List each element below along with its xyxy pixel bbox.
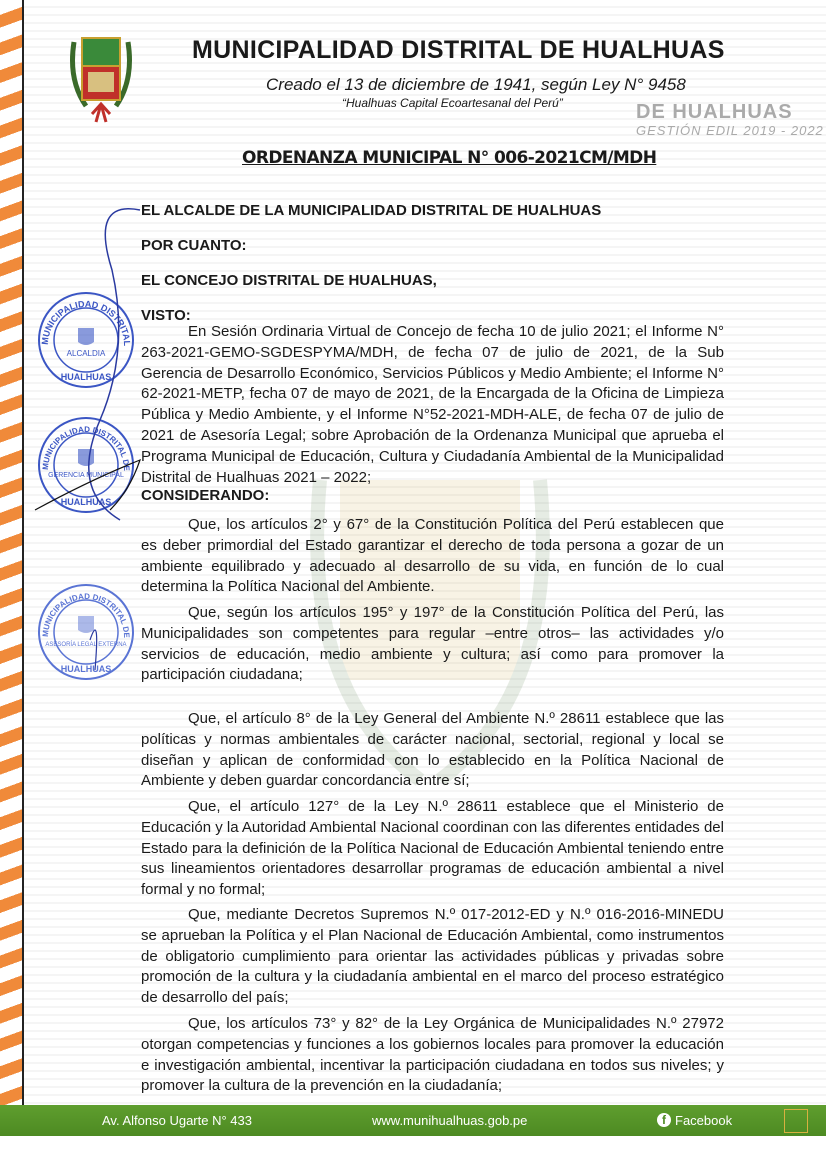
considerando-paragraph: Que, mediante Decretos Supremos N.º 017-2012-ED y N.º 016-2016-MINEDU se aprueban la Política y el Plan Nacional de Educación Ambiental, como instrumentos de obligatorio cumplimiento para orientar las actividades públicas y privadas sobre promoción de la cultura y la ciudadanía ambiental en el marco del proceso estratégico de desarrollo del país; — [141, 906, 724, 1007]
footer-facebook-link[interactable]: Facebook — [675, 1113, 733, 1128]
svg-text:HUALHUAS: HUALHUAS — [60, 497, 112, 507]
svg-text:HUALHUAS: HUALHUAS — [60, 664, 112, 674]
motto: “Hualhuas Capital Ecoartesanal del Perú” — [342, 96, 563, 110]
border-line — [22, 0, 24, 1105]
creation-subtitle: Creado el 13 de diciembre de 1941, según Ley N° 9458 — [266, 75, 686, 94]
svg-text:MUNICIPALIDAD DISTRITAL DE: MUNICIPALIDAD DISTRITAL DE — [40, 591, 132, 639]
heading-considerando: CONSIDERANDO: — [141, 487, 270, 504]
footer-website-link[interactable]: www.munihualhuas.gob.pe — [372, 1113, 528, 1128]
considerando-paragraph: Que, el artículo 127° de la Ley N.º 28611 establece que el Ministerio de Educación y la Autoridad Ambiental Nacional coordinan con las diferentes entidades del Estado para la definición de la Política Nacional de Educación Ambiental teniendo entre sus lineamientos orientadores desarrollar programas de educación ambiental a nivel formal y no formal; — [141, 798, 724, 899]
coat-of-arms-logo — [66, 30, 136, 126]
considerando-paragraph: Que, el artículo 8° de la Ley General del Ambiente N.º 28611 establece que las políticas y normas ambientales de carácter nacional, sectorial, regional y local se diseñan y aplican de conformidad con lo establecido en la Política Nacional de Ambiente y deben guardar concordancia entre sí; — [141, 710, 724, 790]
visto-paragraph: En Sesión Ordinaria Virtual de Concejo de fecha 10 de julio 2021; el Informe N° 263-2021-GEMO-SGDESPYMA/MDH, de fecha 07 de julio de 2021, de la Sub Gerencia de Desarrollo Económico, Servicios Públicos y Medio Ambiente; el Informe N° 62-2021-METP, fecha 07 de mayo de 2021, de la Encargada de la Oficina de Limpieza Pública y Medio Ambiente, y el Informe N°52-2021-MDH-ALE, de fecha 07 de julio de 2021 de Asesoría Legal; sobre Aprobación de la Ordenanza Municipal que aprueba el Programa Municipal de Educación, Cultura y Ciudadanía Ambiental de la Municipalidad Distrital de Hualhuas 2021 – 2022; — [141, 323, 724, 486]
svg-text:MUNICIPALIDAD DISTRITAL: MUNICIPALIDAD DISTRITAL — [39, 298, 133, 347]
municipality-title: MUNICIPALIDAD DISTRITAL DE HUALHUAS — [192, 36, 725, 64]
footer-bar — [0, 1105, 826, 1136]
svg-text:HUALHUAS: HUALHUAS — [60, 372, 112, 382]
svg-text:ASESORÍA LEGAL EXTERNA: ASESORÍA LEGAL EXTERNA — [45, 642, 127, 648]
svg-text:GERENCIA MUNICIPAL: GERENCIA MUNICIPAL — [48, 472, 124, 479]
ordinance-title: ORDENANZA MUNICIPAL N° 006-2021CM/MDH — [242, 148, 657, 168]
watermark-text: DE HUALHUAS GESTIÓN EDIL 2019 - 2022 — [636, 101, 824, 138]
signature-ink — [30, 190, 180, 690]
svg-text:ALCALDIA: ALCALDIA — [66, 349, 106, 358]
heading-por-cuanto: POR CUANTO: — [141, 237, 247, 254]
decorative-border — [0, 0, 22, 1105]
heading-visto: VISTO: — [141, 307, 191, 324]
heading-mayor: EL ALCALDE DE LA MUNICIPALIDAD DISTRITAL DE HUALHUAS — [141, 202, 602, 219]
footer-address: Av. Alfonso Ugarte N° 433 — [102, 1113, 252, 1128]
facebook-icon: f — [657, 1113, 671, 1127]
heading-council: EL CONCEJO DISTRITAL DE HUALHUAS, — [141, 272, 437, 289]
svg-text:MUNICIPALIDAD DISTRITAL DE: MUNICIPALIDAD DISTRITAL DE — [40, 424, 132, 472]
considerando-paragraph: Que, los artículos 2° y 67° de la Constitución Política del Perú establecen que es deber primordial del Estado garantizar el derecho de toda persona a gozar de un ambiente equilibrado y adecuado al desarrollo de su vida, en función de lo cual determina la Política Nacional del Ambiente. — [141, 516, 724, 596]
emblem-icon — [784, 1109, 808, 1133]
considerando-paragraph: Que, según los artículos 195° y 197° de la Constitución Política del Perú, las Municipalidades son competentes para regular –entre otros– las actividades y/o servicios de educación, medio ambiente y cultura; así como para promover la participación ciudadana; — [141, 604, 724, 684]
considerando-paragraph: Que, los artículos 73° y 82° de la Ley Orgánica de Municipalidades N.º 27972 otorgan competencias y funciones a los gobiernos locales para promover la educación e investigación ambiental, incentivar la participación ciudadana en todos sus niveles; y promover la cultura de la prevención en la ciudadanía; — [141, 1015, 724, 1095]
